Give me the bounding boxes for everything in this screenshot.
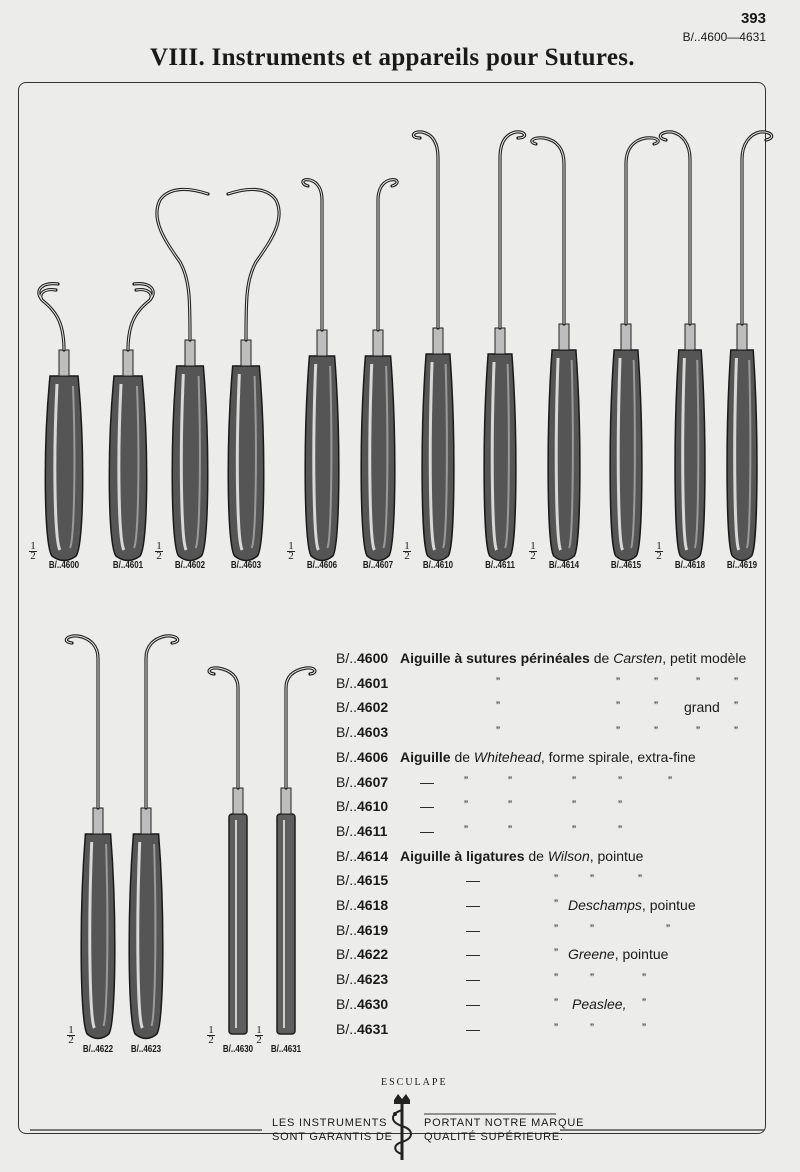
dash-mark: —: [466, 995, 480, 1012]
item-name: Aiguille à ligatures: [400, 847, 525, 864]
dash-mark: —: [420, 798, 434, 815]
ditto-mark: ”: [590, 921, 594, 936]
ditto-mark: ”: [496, 699, 500, 714]
item-code: B/..4630: [336, 995, 389, 1012]
item-variant: grand: [684, 699, 720, 716]
ditto-mark: ”: [616, 724, 620, 739]
item-description: , forme spirale, extra-fine: [540, 748, 696, 765]
ditto-mark: ”: [616, 699, 620, 714]
dash-mark: —: [466, 1020, 480, 1037]
instrument-code-label: B/..4600: [48, 560, 80, 571]
item-code: B/..4606: [336, 748, 389, 765]
reference-range: B/..4600—4631: [682, 30, 766, 44]
instrument-code-label: B/..4601: [112, 560, 144, 571]
ditto-mark: ”: [554, 971, 558, 986]
item-code: B/..4614: [336, 847, 389, 864]
ditto-mark: ”: [668, 773, 672, 788]
item-code: B/..4603: [336, 724, 389, 741]
item-description: , pointue: [589, 847, 644, 864]
dash-mark: —: [466, 921, 480, 938]
item-maker: Deschamps, pointue: [568, 897, 696, 913]
item-maker: Greene, pointue: [568, 946, 669, 963]
instrument-code-label: B/..4607: [362, 560, 394, 571]
item-code: B/..4623: [336, 971, 389, 988]
dash-mark: —: [466, 971, 480, 988]
scale-half-mark: 1 2: [156, 540, 162, 562]
listing-row: B/..4606 Aiguille de Whitehead, forme spirale, extra-fine: [336, 748, 696, 765]
ditto-mark: ”: [618, 798, 622, 813]
instrument-code-label: B/..4623: [130, 1044, 162, 1055]
ditto-mark: ”: [508, 822, 512, 837]
instrument-code-label: B/..4622: [82, 1044, 114, 1055]
ditto-mark: ”: [590, 872, 594, 887]
ditto-mark: ”: [642, 971, 646, 986]
ditto-mark: ”: [642, 1020, 646, 1035]
esculape-brand-text: ESCULAPE: [381, 1077, 448, 1088]
ditto-mark: ”: [464, 798, 468, 813]
item-code: B/..4611: [336, 822, 388, 839]
ditto-mark: ”: [572, 773, 576, 788]
item-name: Aiguille: [400, 748, 451, 765]
ditto-mark: ”: [496, 674, 500, 689]
guarantee-line-1: LES INSTRUMENTS: [272, 1117, 388, 1129]
scale-half-mark: 1 2: [530, 540, 536, 562]
ditto-mark: ”: [496, 724, 500, 739]
item-name: Aiguille à sutures périnéales: [400, 650, 590, 666]
ditto-mark: ”: [554, 872, 558, 887]
instrument-code-label: B/..4630: [222, 1044, 254, 1055]
dash-mark: —: [420, 773, 434, 790]
scale-half-mark: 1 2: [404, 540, 410, 562]
dash-mark: —: [466, 946, 480, 963]
instrument-code-label: B/..4611: [485, 560, 515, 571]
esculape-logo-icon: [384, 1090, 420, 1162]
ditto-mark: ”: [654, 674, 658, 689]
ditto-mark: ”: [464, 822, 468, 837]
scale-half-mark: 1 2: [30, 540, 36, 562]
ditto-mark: ”: [642, 995, 646, 1010]
ditto-mark: ”: [654, 724, 658, 739]
item-code: B/..4600: [336, 650, 389, 666]
instrument-code-label: B/..4606: [306, 560, 338, 571]
ditto-mark: ”: [554, 946, 558, 961]
item-code: B/..4601: [336, 674, 389, 691]
item-code: B/..4618: [336, 897, 389, 913]
guarantee-line-3: PORTANT NOTRE MARQUE: [424, 1117, 585, 1129]
item-code: B/..4607: [336, 773, 389, 790]
ditto-mark: ”: [508, 798, 512, 813]
ditto-mark: ”: [618, 822, 622, 837]
item-description: , petit modèle: [662, 650, 747, 666]
instrument-code-label: B/..4631: [270, 1044, 302, 1055]
ditto-mark: ”: [696, 724, 700, 739]
item-code: B/..4619: [336, 921, 389, 938]
instrument-code-label: B/..4610: [422, 560, 454, 571]
ditto-mark: ”: [696, 674, 700, 689]
item-maker: Wilson: [547, 847, 590, 864]
ditto-mark: ”: [464, 773, 468, 788]
dash-mark: —: [420, 822, 434, 839]
ditto-mark: ”: [554, 897, 558, 911]
item-maker: Peaslee,: [572, 995, 627, 1012]
instrument-code-label: B/..4618: [674, 560, 706, 571]
ditto-mark: ”: [618, 773, 622, 788]
page-number: 393: [740, 10, 766, 27]
item-code: B/..4622: [336, 946, 389, 963]
item-maker: Whitehead: [473, 748, 541, 765]
ditto-mark: ”: [734, 674, 738, 689]
dash-mark: —: [466, 872, 480, 889]
ditto-mark: ”: [590, 1020, 594, 1035]
ditto-mark: ”: [666, 921, 670, 936]
scale-half-mark: 1 2: [68, 1024, 74, 1046]
page-title: VIII. Instruments et appareils pour Sutures.: [150, 44, 635, 71]
instrument-code-label: B/..4614: [548, 560, 580, 571]
item-code: B/..4615: [336, 872, 389, 889]
scale-half-mark: 1 2: [256, 1024, 262, 1046]
ditto-mark: ”: [554, 1020, 558, 1035]
ditto-mark: ”: [508, 773, 512, 788]
ditto-mark: ”: [734, 699, 738, 714]
instrument-code-label: B/..4619: [726, 560, 758, 571]
ditto-mark: ”: [572, 822, 576, 837]
guarantee-line-2: SONT GARANTIS DE: [272, 1131, 393, 1143]
ditto-mark: ”: [554, 995, 558, 1010]
scale-half-mark: 1 2: [208, 1024, 214, 1046]
listing-row: B/..4600 Aiguille à sutures périnéales de Carsten, petit modèle: [336, 650, 747, 666]
guarantee-line-4: QUALITÉ SUPÉRIEURE.: [424, 1131, 564, 1143]
instrument-code-label: B/..4615: [610, 560, 642, 571]
scale-half-mark: 1 2: [656, 540, 662, 562]
ditto-mark: ”: [616, 674, 620, 689]
listing-row: B/..4614 Aiguille à ligatures de Wilson, pointue: [336, 847, 644, 864]
ditto-mark: ”: [572, 798, 576, 813]
instrument-code-label: B/..4602: [174, 560, 206, 571]
ditto-mark: ”: [554, 921, 558, 936]
item-code: B/..4602: [336, 699, 389, 716]
ditto-mark: ”: [734, 724, 738, 739]
instrument-code-label: B/..4603: [230, 560, 262, 571]
item-code: B/..4610: [336, 798, 389, 815]
ditto-mark: ”: [638, 872, 642, 887]
scale-half-mark: 1 2: [288, 540, 294, 562]
item-code: B/..4631: [336, 1020, 389, 1037]
item-maker: Carsten: [613, 650, 663, 666]
ditto-mark: ”: [590, 971, 594, 986]
ditto-mark: ”: [654, 699, 658, 714]
dash-mark: —: [466, 897, 480, 913]
